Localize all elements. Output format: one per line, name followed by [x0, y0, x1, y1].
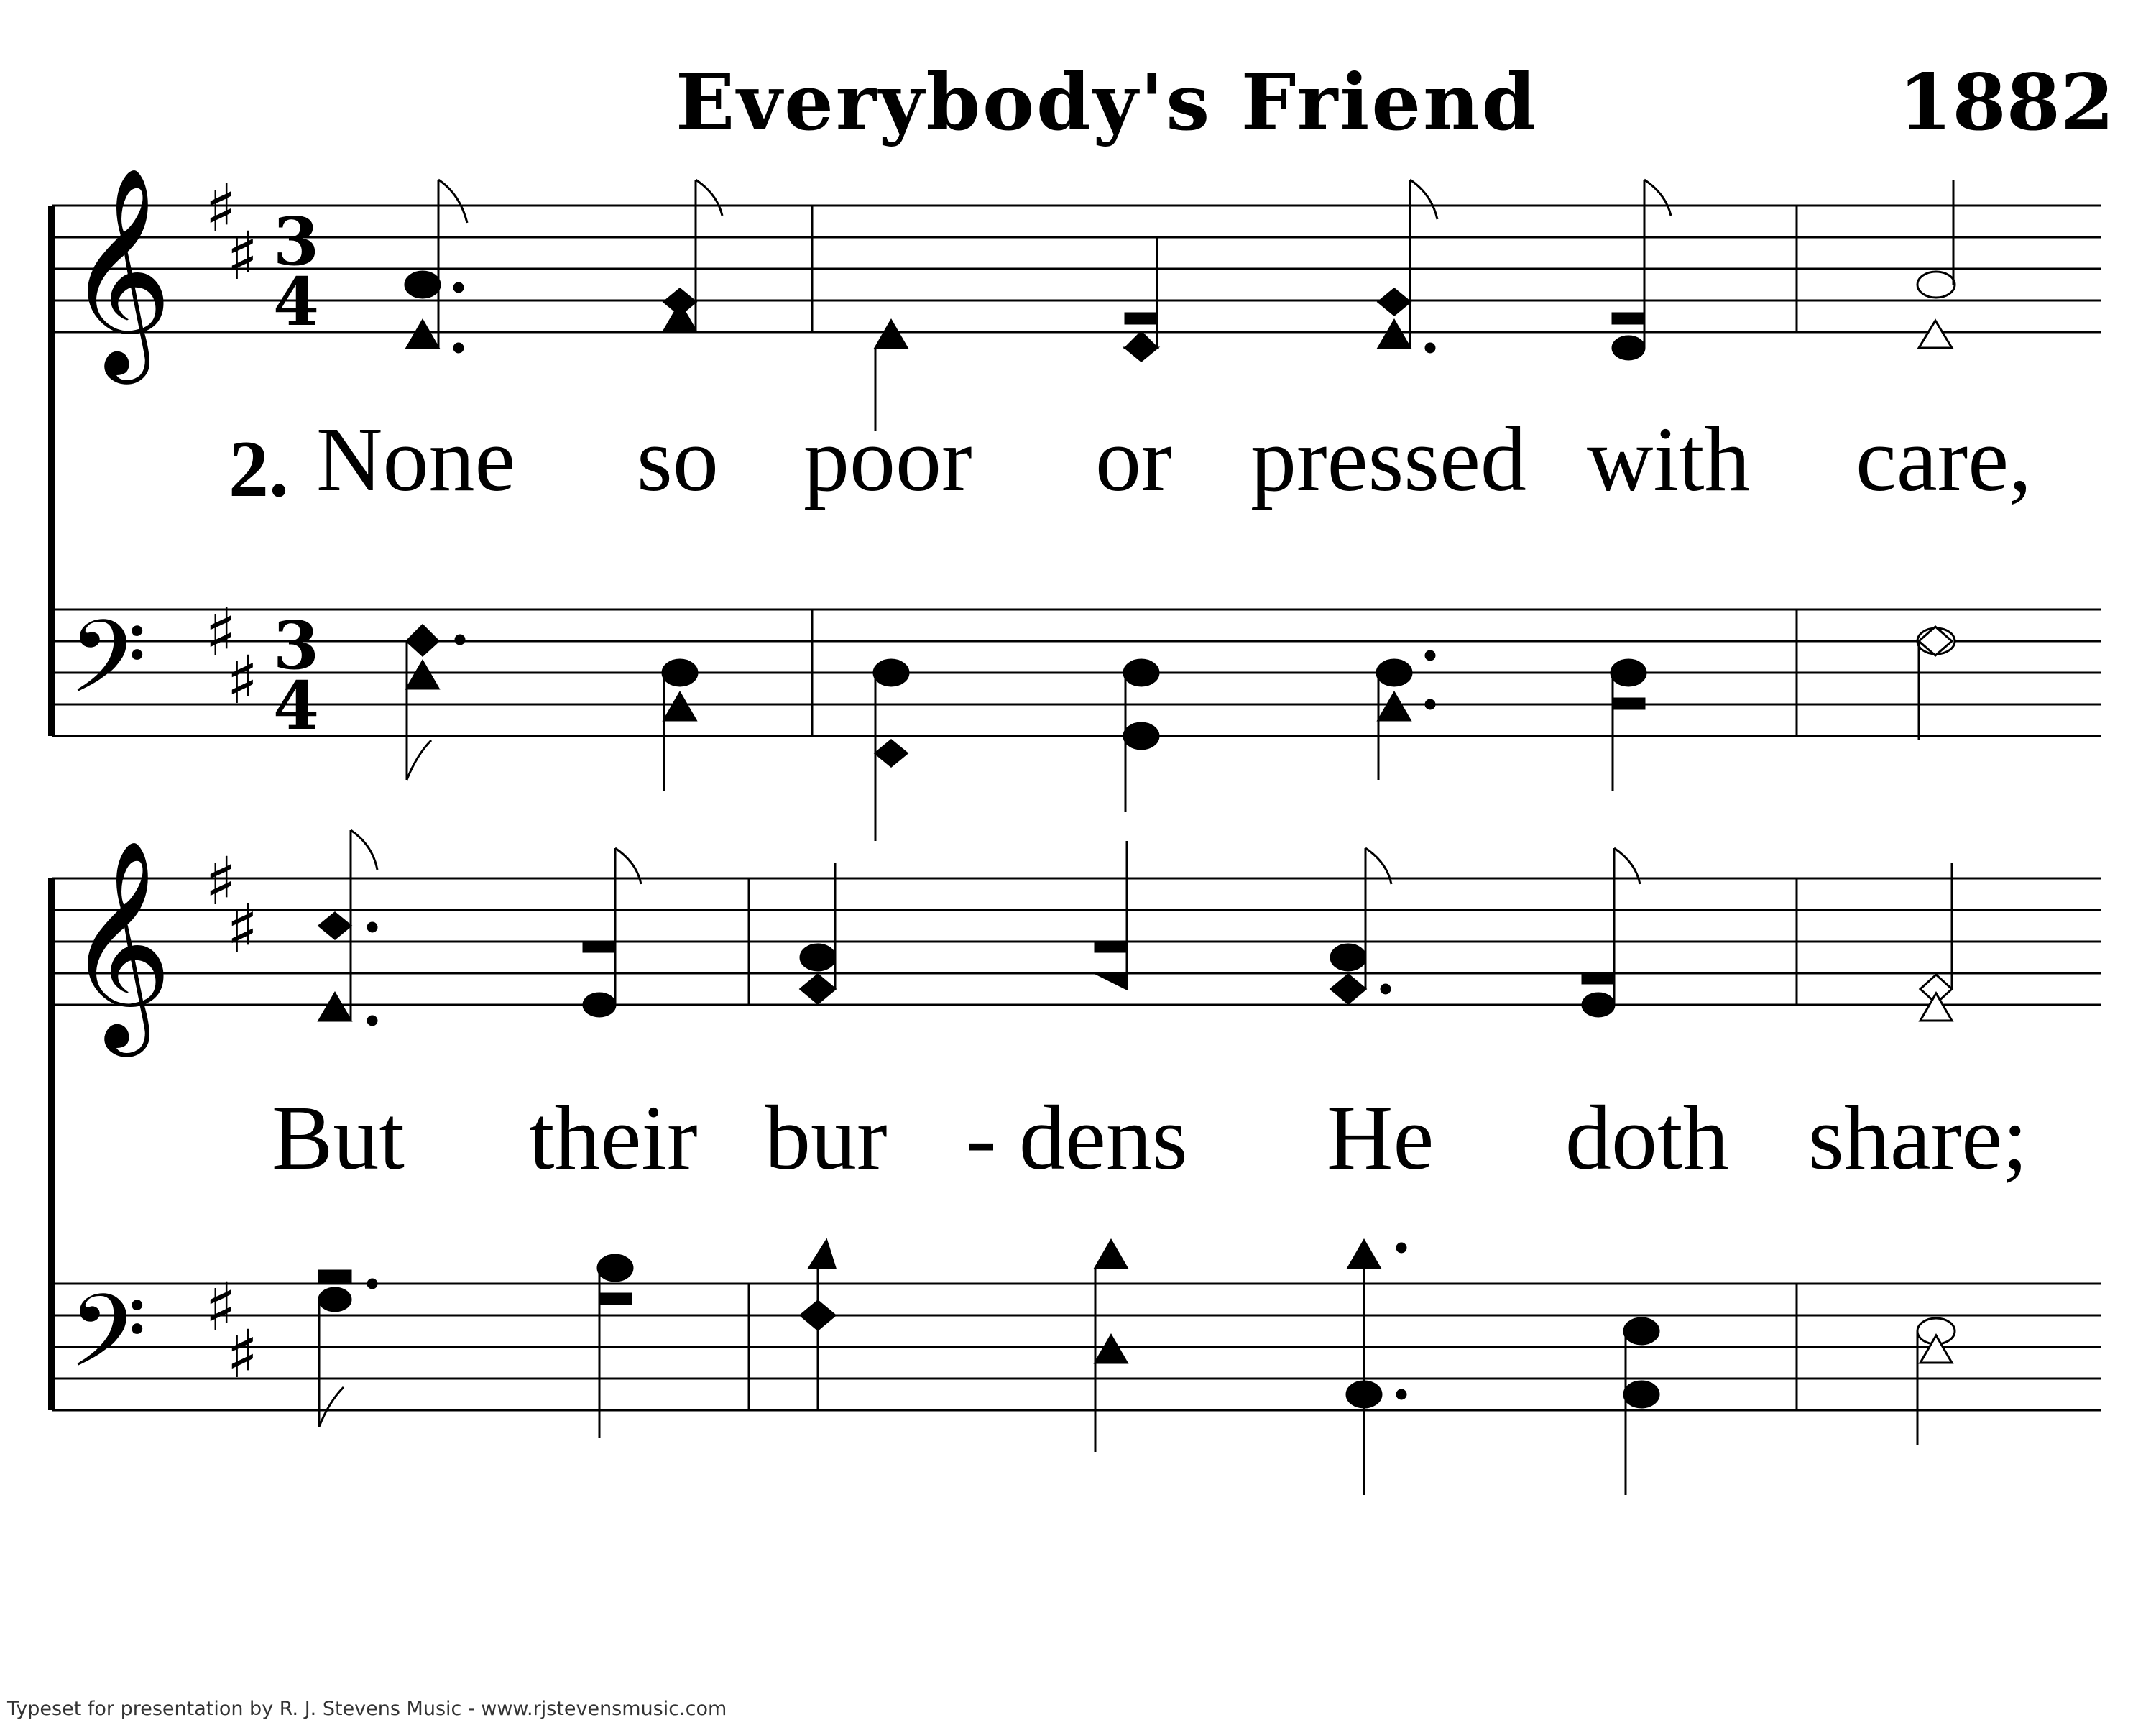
- lyric-syllable: dens: [1019, 1087, 1188, 1189]
- lyric-syllable: or: [1095, 408, 1172, 510]
- svg-text:3: 3: [273, 607, 320, 684]
- lyric-syllable: their: [529, 1087, 698, 1189]
- hymn-title: Everybody's Friend: [676, 58, 1539, 148]
- verse-number: 2.: [229, 425, 289, 514]
- svg-text:𝄞: 𝄞: [66, 838, 172, 1047]
- bass-notes-1: [407, 625, 1955, 841]
- svg-text:♯: ♯: [205, 170, 237, 247]
- svg-text:♯: ♯: [226, 642, 259, 719]
- lyric-syllable: so: [637, 408, 719, 510]
- treble-notes-2: [319, 830, 1952, 1025]
- hymn-number: 1882: [1898, 58, 2114, 148]
- svg-text:♯: ♯: [205, 843, 237, 920]
- lyric-hyphen: -: [966, 1087, 997, 1189]
- lyric-syllable: share;: [1808, 1087, 2028, 1189]
- lyric-syllable: bur: [765, 1087, 888, 1189]
- treble-clef: [66, 838, 172, 1057]
- lyric-syllable: doth: [1565, 1087, 1729, 1189]
- bass-staff-2: [52, 1284, 2101, 1410]
- svg-text:♯: ♯: [205, 1269, 237, 1346]
- lyric-syllable: But: [272, 1087, 405, 1189]
- lyric-syllable: pressed: [1250, 408, 1526, 510]
- svg-text:𝄞: 𝄞: [66, 165, 172, 374]
- svg-text:4: 4: [273, 263, 320, 341]
- svg-text:3: 3: [273, 203, 320, 280]
- bass-clef: [68, 599, 147, 741]
- svg-text:♯: ♯: [226, 1316, 259, 1393]
- bass-clef: [68, 1273, 147, 1415]
- bass-staff-1: [52, 610, 2101, 736]
- svg-text:♯: ♯: [205, 594, 237, 671]
- treble-staff-1: [52, 206, 2101, 332]
- svg-text:𝄢: 𝄢: [68, 1273, 147, 1415]
- lyric-syllable: None: [316, 408, 516, 510]
- treble-staff-2: [52, 878, 2101, 1005]
- svg-text:♯: ♯: [226, 891, 259, 967]
- key-signature-sharps: [205, 843, 259, 1393]
- lyric-syllable: He: [1327, 1087, 1434, 1189]
- lyric-syllable: care,: [1856, 408, 2032, 510]
- lyric-syllable: with: [1587, 408, 1751, 510]
- treble-notes-1: [405, 180, 1955, 431]
- lyric-syllable: poor: [803, 408, 972, 510]
- treble-clef: [66, 165, 172, 385]
- svg-text:♯: ♯: [226, 218, 259, 295]
- footer-credit: Typeset for presentation by R. J. Stevens Music - www.rjstevensmusic.com: [7, 1698, 727, 1720]
- svg-text:4: 4: [273, 667, 320, 745]
- bass-notes-2: [319, 1241, 1955, 1495]
- svg-text:𝄢: 𝄢: [68, 599, 147, 741]
